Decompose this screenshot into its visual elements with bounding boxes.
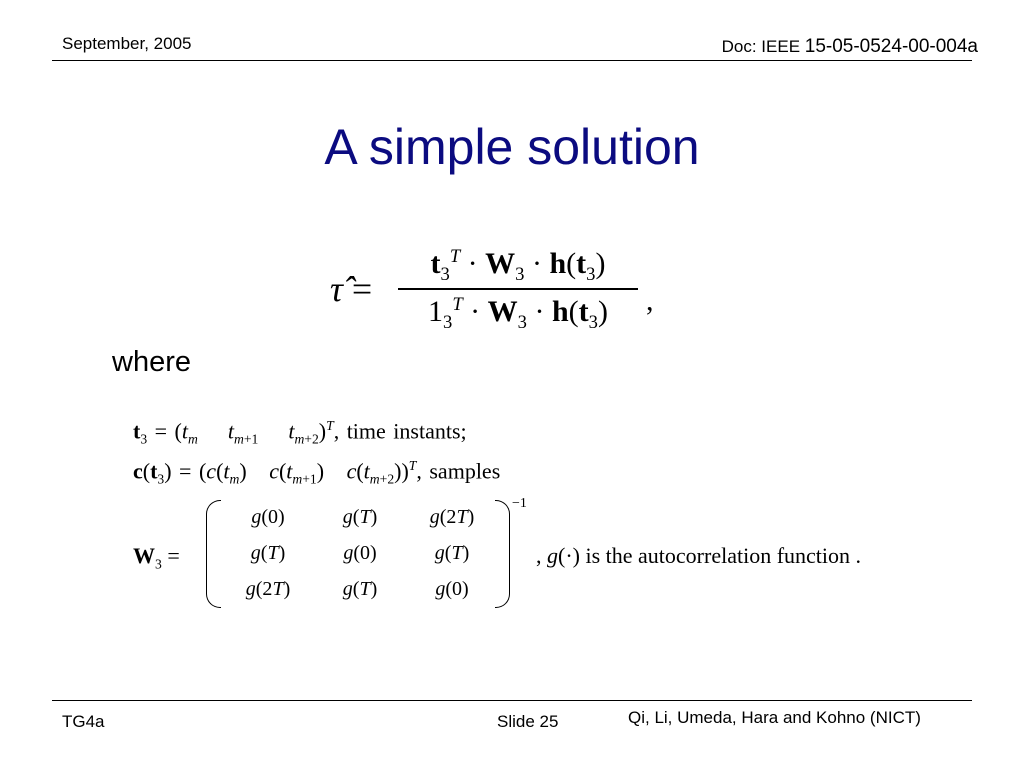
matrix-row: g(T) g(0) g(T) — [250, 542, 470, 564]
slide-title: A simple solution — [324, 119, 700, 175]
header-date: September, 2005 — [62, 34, 192, 53]
header-rule — [52, 60, 972, 61]
c-description: samples — [429, 458, 501, 484]
matrix-left-paren — [206, 500, 221, 608]
where-label: where — [112, 346, 191, 378]
footer-left: TG4a — [62, 712, 105, 731]
footer-authors: Qi, Li, Umeda, Hara and Kohno (NICT) — [628, 708, 921, 727]
matrix-row: g(2T) g(T) g(0) — [245, 578, 469, 600]
w3-matrix — [206, 500, 510, 608]
fraction-bar — [398, 288, 638, 290]
autocorrelation-text: is the autocorrelation function . — [585, 543, 862, 568]
w3-description: , g(·) is the autocorrelation function . — [536, 543, 862, 568]
doc-number: 15-05-0524-00-004a — [804, 36, 978, 57]
fraction-denominator: $1_3^T \cdot W_3 \cdot h(t_3)$ — [428, 293, 608, 333]
equation-comma: , — [646, 284, 654, 317]
doc-prefix: Doc: IEEE — [721, 37, 805, 56]
tau-hat-equation: τ̂ = — [330, 269, 373, 309]
c-definition: $c(t_3) = (c(t_m)$ $c(t_{m+1})$ $c(t_{m+2}))^T$, samples — [133, 458, 501, 487]
fraction — [398, 246, 638, 334]
footer-rule — [52, 700, 972, 701]
matrix-row: g(0) g(T) g(2T) — [251, 506, 475, 528]
fraction-numerator: $t_3^T \cdot W_3 \cdot h(t_3)$ — [430, 246, 606, 285]
t3-definition: $t_3 = (t_m$ $t_{m+1}$ $t_{m+2})^T$, time instants; — [133, 418, 467, 447]
header-doc — [722, 36, 978, 58]
footer-slide-number: Slide 25 — [497, 712, 559, 731]
matrix-inverse-exponent: −1 — [512, 496, 527, 511]
t3-description: time instants; — [346, 418, 467, 444]
w3-lhs: $W_3$ = — [133, 543, 180, 572]
